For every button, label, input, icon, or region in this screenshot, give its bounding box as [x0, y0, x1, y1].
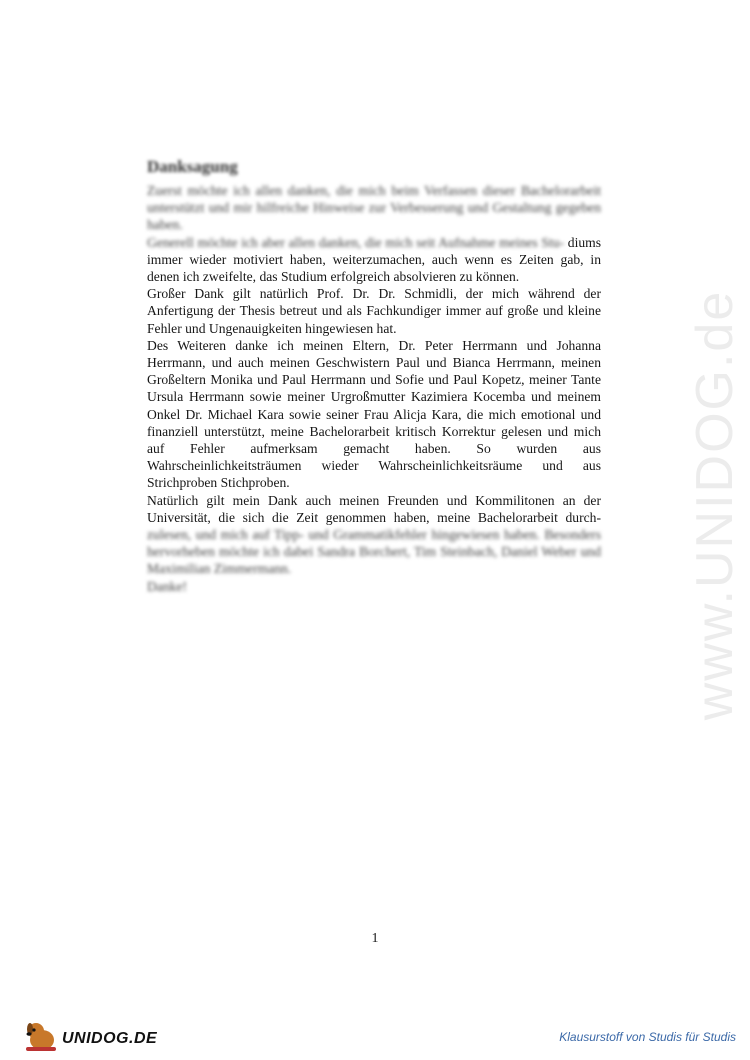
paragraph-motivation-blurred: Generell möchte ich aber allen danken, die mich seit Aufnahme meines Stu- — [147, 234, 565, 250]
paragraph-motivation-visible: diums immer wieder motiviert haben, weiterzumachen, auch wenn es Zeiten gab, in denen ich zweifelte, das Studium erfolgreich absolvieren zu können. — [147, 234, 601, 285]
paragraph-intro: Zuerst möchte ich allen danken, die mich beim Verfassen dieser Bachelorarbeit unterstützt und mir hilfreiche Hinweise zur Verbesserung und Gestaltung gegeben haben. — [147, 183, 601, 233]
paragraph-family: Des Weiteren danke ich meinen Eltern, Dr. Peter Herrmann und Johanna Herrmann, und auch meinen Geschwistern Paul und Bianca Herrmann, meinen Großeltern Monika und Paul Herrmann und Sofie und Paul Kopetz, meiner Tante Ursula Herrmann sowie meiner Urgroßmutter Kazimiera Kocemba und meinem Onkel Dr. Michael Kara sowie seiner Frau Alicja Kara, die mich emotional und finanziell unterstützt, meine Bachelorarbeit kritisch Korrektur gelesen und mich auf Fehler aufmerksam gemacht haben. So wurden aus Wahrscheinlichkeitsträumen wieder Wahrscheinlichkeitsräume und aus Strichproben Stichproben. — [147, 337, 601, 491]
logo-text: UNIDOG.DE — [62, 1030, 158, 1047]
paragraph-friends-visible: Natürlich gilt mein Dank auch meinen Freunden und Kommilitonen an der Universität, die sich die Zeit genommen haben, meine Bachelorarbeit durch- — [147, 492, 601, 525]
paragraph-friends — [147, 492, 601, 578]
footer-tagline: Klausurstoff von Studis für Studis — [559, 1030, 736, 1044]
dog-icon — [22, 1018, 62, 1054]
page-heading: Danksagung — [147, 157, 238, 176]
paragraph-thanks: Danke! — [147, 578, 188, 594]
acknowledgment-text — [147, 182, 601, 595]
paragraph-motivation — [147, 234, 601, 286]
watermark-text: www.UNIDOG.de — [686, 289, 744, 721]
paragraph-friends-blurred: zulesen, und mich auf Tipp- und Grammatikfehler hingewiesen haben. Besonders hervorheben möchte ich dabei Sandra Borchert, Tim Steinbach, Daniel Weber und Maximilian Zimmermann. — [147, 527, 601, 577]
page-number: 1 — [371, 931, 379, 946]
unidog-logo[interactable] — [22, 1018, 172, 1054]
paragraph-supervisor: Großer Dank gilt natürlich Prof. Dr. Dr. Schmidli, der mich während der Anfertigung der Thesis betreut und als Fachkundiger immer auf große und kleine Fehler und Ungenauigkeiten hingewiesen hat. — [147, 286, 601, 336]
watermark — [645, 270, 750, 740]
